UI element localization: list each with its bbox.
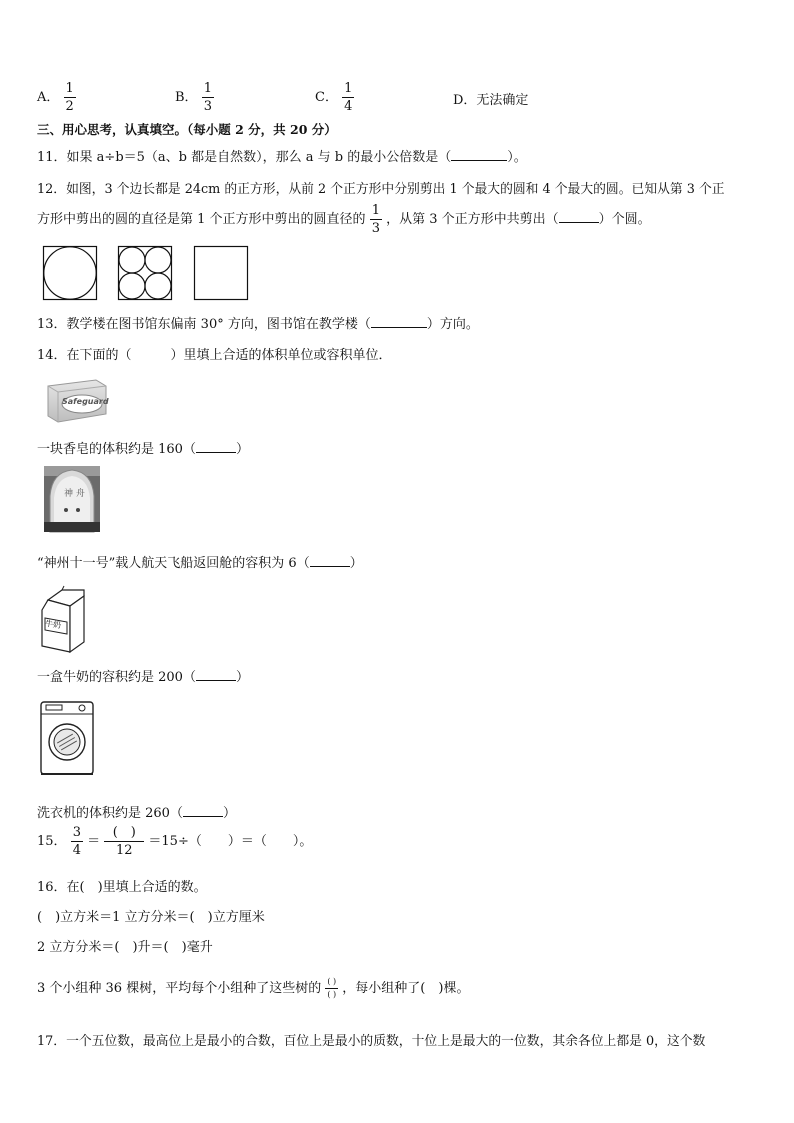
option-a-fraction: $\frac{1}{2}$ bbox=[65, 81, 74, 114]
washer-question: 洗衣机的体积约是 260（ ） bbox=[37, 806, 236, 821]
question-11: 11．如果 a÷b＝5（a、b 都是自然数），那么 a 与 b 的最小公倍数是（ ）。 bbox=[37, 150, 527, 165]
svg-text:神 舟: 神 舟 bbox=[64, 489, 85, 499]
option-b[interactable] bbox=[175, 82, 214, 113]
milk-question: 一盒牛奶的容积约是 200（ ） bbox=[37, 670, 249, 685]
option-c-fraction: $\frac{1}{4}$ bbox=[344, 81, 353, 114]
soap-question: 一块香皂的体积约是 160（ ） bbox=[37, 442, 249, 457]
section-header: 三、用心思考，认真填空。（每小题 2 分，共 20 分） bbox=[37, 122, 337, 137]
answer-blank[interactable] bbox=[310, 554, 350, 567]
fraction-blank[interactable]: $\frac{( )}{( )}$ bbox=[327, 977, 337, 999]
option-b-fraction: $\frac{1}{3}$ bbox=[203, 81, 212, 114]
answer-blank[interactable] bbox=[196, 440, 236, 453]
option-a[interactable] bbox=[37, 82, 76, 113]
question-16-line3: 3 个小组种 36 棵树，平均每个小组种了这些树的 $\frac{( )}{( )}$ ，每小组种了( )棵。 bbox=[37, 977, 470, 999]
answer-blank[interactable] bbox=[451, 148, 507, 161]
capsule-question: “神州十一号”载人航天飞船返回舱的容积为 6（ ） bbox=[37, 556, 363, 571]
washing-machine-image bbox=[38, 700, 98, 778]
fraction-one-third: $\frac{1}{3}$ bbox=[371, 203, 380, 236]
option-b-label: B． bbox=[175, 90, 198, 105]
milk-label: 牛奶 bbox=[44, 618, 62, 631]
answer-blank[interactable] bbox=[559, 210, 599, 223]
question-17: 17．一个五位数，最高位上是最小的合数，百位上是最小的质数，十位上是最大的一位数，其余各位上都是 0，这个数 bbox=[37, 1034, 706, 1049]
question-16-intro: 16．在( )里填上合适的数。 bbox=[37, 880, 207, 895]
question-12-line1: 12．如图，3 个边长都是 24cm 的正方形，从前 2 个正方形中分别剪出 1 个最大的圆和 4 个最大的圆。已知从第 3 个正 bbox=[37, 182, 725, 197]
question-14-intro: 14．在下面的（ ）里填上合适的体积单位或容积单位． bbox=[37, 348, 392, 363]
answer-blank[interactable] bbox=[196, 668, 236, 681]
fraction-three-quarters: $\frac{3}{4}$ bbox=[72, 825, 81, 858]
answer-blank[interactable] bbox=[371, 315, 427, 328]
option-d[interactable]: D．无法确定 bbox=[453, 93, 529, 108]
option-a-label: A． bbox=[37, 90, 60, 105]
question-16-line1: ( )立方米＝1 立方分米＝( )立方厘米 bbox=[37, 910, 265, 925]
fraction-blank-over-12[interactable]: $\frac{( )}{12}$ bbox=[104, 826, 144, 857]
capsule-image bbox=[44, 466, 100, 532]
question-16-line2: 2 立方分米＝( )升＝( )毫升 bbox=[37, 940, 213, 955]
soap-brand-label: Safeguard bbox=[62, 397, 109, 406]
question-13: 13．教学楼在图书馆东偏南 30° 方向，图书馆在教学楼（ ）方向。 bbox=[37, 317, 479, 332]
answer-blank[interactable] bbox=[183, 804, 223, 817]
square-empty bbox=[194, 246, 250, 302]
question-15: 15． $\frac{3}{4}$ ＝ $\frac{( )}{12}$ ＝15÷（ ）＝（ ）。 bbox=[37, 825, 313, 858]
option-c[interactable] bbox=[315, 82, 354, 113]
question-12-line2: 方形中剪出的圆的直径是第 1 个正方形中剪出的圆直径的 $\frac{1}{3}$ ，从第 3 个正方形中共剪出（ ）个圆。 bbox=[37, 203, 651, 236]
square-four-circles bbox=[118, 246, 174, 302]
square-one-circle bbox=[43, 246, 99, 302]
option-c-label: C． bbox=[315, 90, 338, 105]
